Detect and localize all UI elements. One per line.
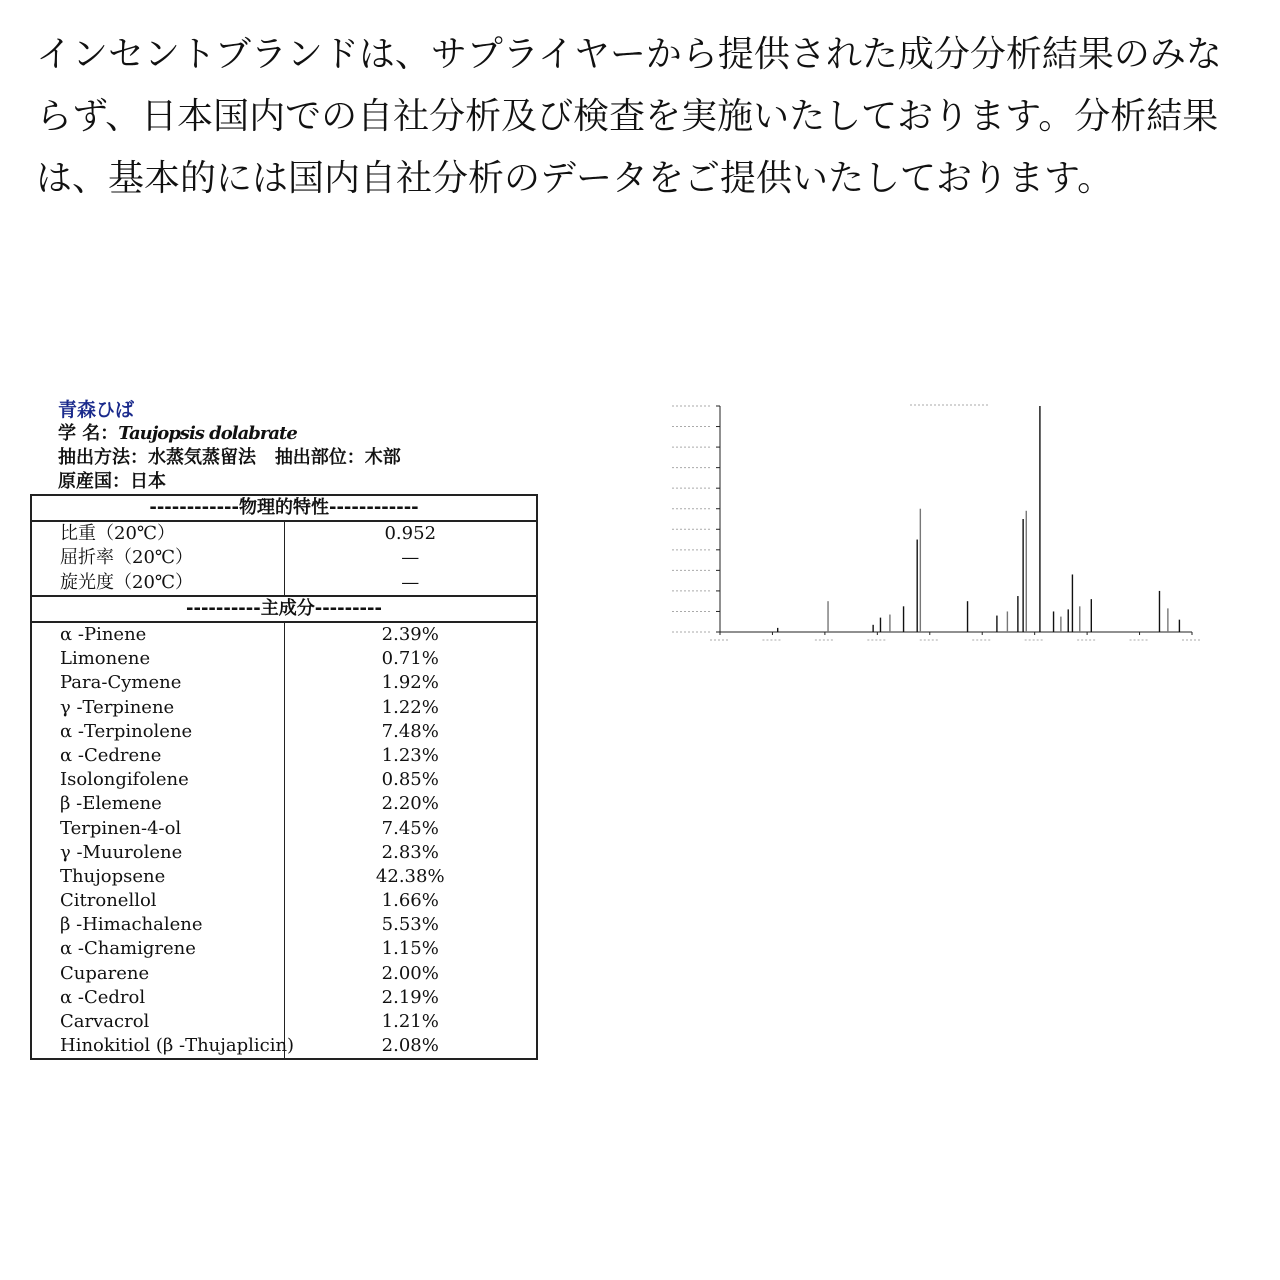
component-row	[31, 1034, 537, 1059]
component-name: Hinokitiol (β -Thujaplicin)	[31, 1034, 284, 1059]
component-row	[31, 696, 537, 720]
component-row	[31, 986, 537, 1010]
extraction-method: 抽出方法：水蒸気蒸留法	[58, 447, 256, 468]
component-name: α -Cedrol	[31, 986, 284, 1010]
component-row	[31, 647, 537, 671]
origin-line: 原産国：日本	[58, 471, 166, 492]
component-value: 2.39%	[284, 622, 537, 647]
physical-header-row	[31, 495, 537, 521]
component-name: Cuparene	[31, 962, 284, 986]
component-value: 5.53%	[284, 913, 537, 937]
component-name: Thujopsene	[31, 865, 284, 889]
component-name: β -Himachalene	[31, 913, 284, 937]
component-value: 1.66%	[284, 889, 537, 913]
component-value: 42.38%	[284, 865, 537, 889]
component-name: γ -Muurolene	[31, 841, 284, 865]
scientific-label: 学 名：	[58, 423, 119, 444]
component-value: 2.08%	[284, 1034, 537, 1059]
component-value: 2.19%	[284, 986, 537, 1010]
component-row	[31, 816, 537, 840]
component-value: 2.20%	[284, 792, 537, 816]
component-row	[31, 937, 537, 961]
scientific-name: Taujopsis dolabrate	[118, 423, 297, 444]
physical-name: 屈折率（20℃）	[31, 546, 284, 570]
component-value: 7.45%	[284, 816, 537, 840]
component-value: 1.92%	[284, 671, 537, 695]
component-row	[31, 671, 537, 695]
physical-row	[31, 521, 537, 546]
component-row	[31, 841, 537, 865]
component-value: 1.15%	[284, 937, 537, 961]
component-name: Para-Cymene	[31, 671, 284, 695]
component-name: Terpinen-4-ol	[31, 816, 284, 840]
physical-header: ------------物理的特性------------	[31, 495, 537, 521]
component-name: α -Pinene	[31, 622, 284, 647]
scientific-name-line	[58, 422, 538, 446]
component-name: Limonene	[31, 647, 284, 671]
component-name: γ -Terpinene	[31, 696, 284, 720]
component-value: 1.23%	[284, 744, 537, 768]
component-value: 2.83%	[284, 841, 537, 865]
properties-table	[30, 494, 538, 1060]
component-value: 0.85%	[284, 768, 537, 792]
component-name: Citronellol	[31, 889, 284, 913]
physical-name: 比重（20℃）	[31, 521, 284, 546]
chromatogram	[660, 396, 1200, 646]
component-name: α -Chamigrene	[31, 937, 284, 961]
component-name: Carvacrol	[31, 1010, 284, 1034]
physical-row	[31, 546, 537, 570]
component-row	[31, 768, 537, 792]
component-name: α -Cedrene	[31, 744, 284, 768]
oil-name: 青森ひば	[58, 399, 135, 421]
component-row	[31, 744, 537, 768]
extraction-part: 抽出部位：木部	[274, 447, 401, 468]
components-header-row	[31, 596, 537, 622]
component-row	[31, 720, 537, 744]
physical-value: —	[284, 546, 537, 570]
component-value: 2.00%	[284, 962, 537, 986]
component-row	[31, 792, 537, 816]
component-value: 1.21%	[284, 1010, 537, 1034]
physical-value: —	[284, 571, 537, 596]
physical-row	[31, 571, 537, 596]
component-row	[31, 962, 537, 986]
analysis-sheet	[30, 398, 538, 1060]
component-row	[31, 622, 537, 647]
physical-name: 旋光度（20℃）	[31, 571, 284, 596]
component-name: β -Elemene	[31, 792, 284, 816]
intro-paragraph: インセントブランドは、サプライヤーから提供された成分分析結果のみならず、日本国内での自社分析及び検査を実施いたしております。分析結果は、基本的には国内自社分析のデータをご提供いたしております。	[36, 34, 1222, 199]
component-value: 7.48%	[284, 720, 537, 744]
component-value: 0.71%	[284, 647, 537, 671]
extraction-line	[58, 446, 538, 470]
component-row	[31, 1010, 537, 1034]
physical-value: 0.952	[284, 521, 537, 546]
component-row	[31, 889, 537, 913]
component-row	[31, 913, 537, 937]
component-name: Isolongifolene	[31, 768, 284, 792]
component-value: 1.22%	[284, 696, 537, 720]
component-row	[31, 865, 537, 889]
components-header: ----------主成分---------	[31, 596, 537, 622]
component-name: α -Terpinolene	[31, 720, 284, 744]
